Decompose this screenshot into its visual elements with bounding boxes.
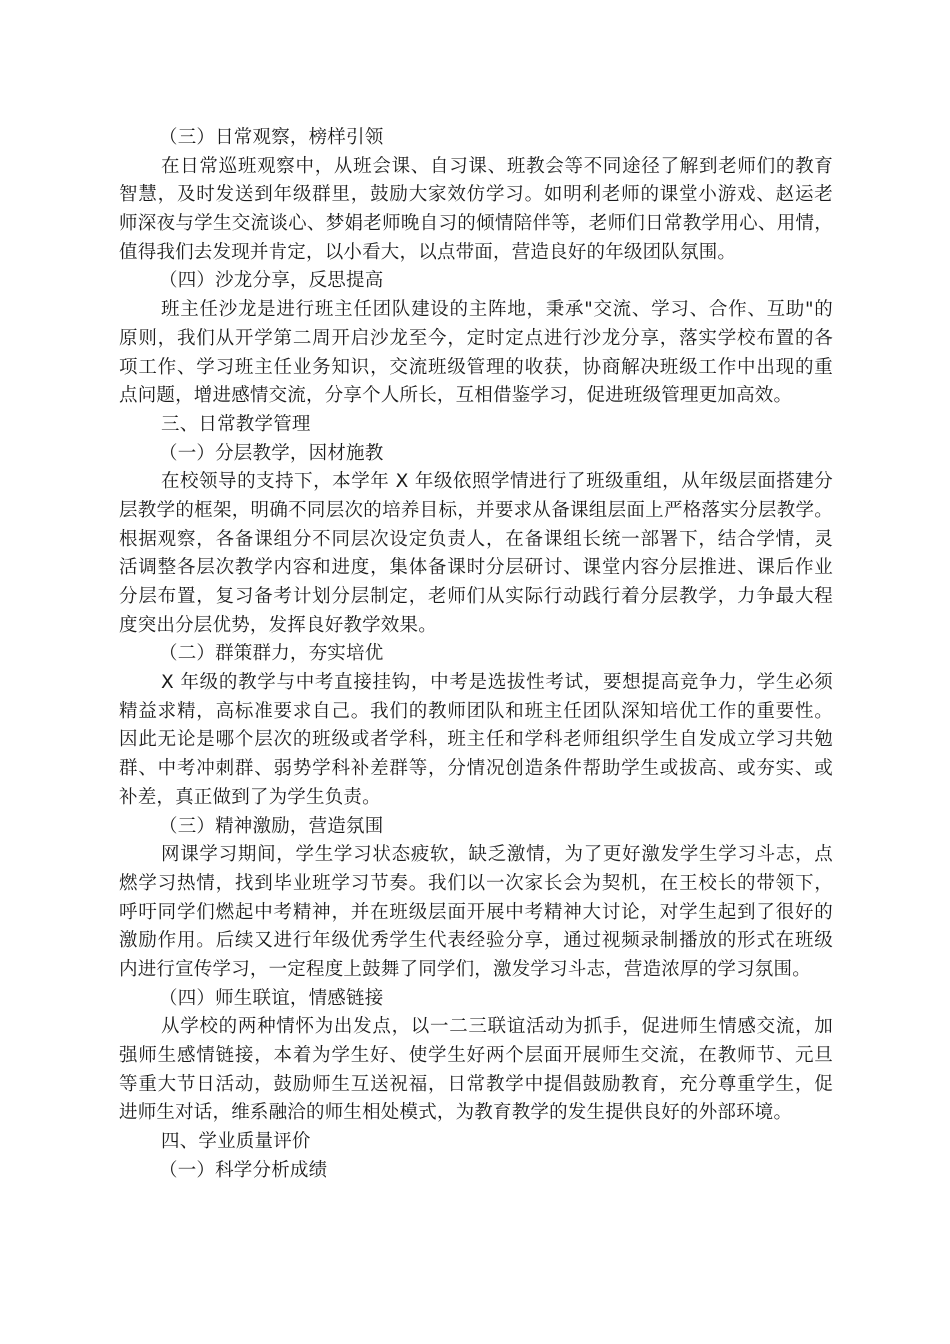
- heading-text: （三）精神激励，营造氛围: [159, 815, 384, 837]
- subsection-heading: [119, 985, 833, 1014]
- paragraph-line: 度突出分层优势，发挥良好教学效果。: [119, 614, 437, 636]
- paragraph-line: 值得我们去发现并肯定，以小看大，以点带面，营造良好的年级团队氛围。: [119, 241, 737, 263]
- section-heading: [119, 1128, 833, 1157]
- paragraph-line: 内进行宣传学习，一定程度上鼓舞了同学们，激发学习斗志，营造浓厚的学习氛围。: [119, 958, 811, 980]
- subsection-heading: [119, 267, 833, 296]
- heading-text: （四）沙龙分享，反思提高: [159, 270, 384, 292]
- subsection-heading: [119, 1157, 833, 1186]
- heading-text: （一）分层教学，因材施教: [159, 442, 384, 464]
- paragraph-line: 原则，我们从开学第二周开启沙龙至今，定时定点进行沙龙分享，落实学校布置的各: [119, 327, 833, 349]
- paragraph-line: 激励作用。后续又进行年级优秀学生代表经验分享，通过视频录制播放的形式在班级: [119, 930, 833, 952]
- paragraph-line: 等重大节日活动，鼓励师生互送祝福，日常教学中提倡鼓励教育，充分尊重学生，促: [119, 1073, 833, 1095]
- paragraph: [119, 669, 833, 812]
- paragraph-line: 补差，真正做到了为学生负责。: [119, 786, 381, 808]
- heading-text: （四）师生联谊，情感链接: [159, 987, 384, 1009]
- subsection-heading: [119, 124, 833, 153]
- paragraph-line: 智慧，及时发送到年级群里，鼓励大家效仿学习。如明利老师的课堂小游戏、赵运老: [119, 184, 833, 206]
- paragraph-line: 精益求精，高标准要求自己。我们的教师团队和班主任团队深知培优工作的重要性。: [119, 700, 833, 722]
- paragraph-line: 网课学习期间，学生学习状态疲软，缺乏激情，为了更好激发学生学习斗志，点: [161, 844, 833, 866]
- heading-text: （一）科学分析成绩: [159, 1159, 328, 1181]
- subsection-heading: [119, 640, 833, 669]
- paragraph-line: 燃学习热情，找到毕业班学习节奏。我们以一次家长会为契机，在王校长的带领下，: [119, 872, 833, 894]
- heading-text: （二）群策群力，夯实培优: [159, 643, 384, 665]
- paragraph: [119, 153, 833, 268]
- document-page: [119, 124, 833, 1185]
- subsection-heading: [119, 440, 833, 469]
- paragraph-line: 层教学的框架，明确不同层次的培养目标，并要求从备课组层面上严格落实分层教学。: [119, 499, 833, 521]
- paragraph-line: 从学校的两种情怀为出发点，以一二三联谊活动为抓手，促进师生情感交流，加: [161, 1016, 833, 1038]
- paragraph-line: 项工作、学习班主任业务知识，交流班级管理的收获，协商解决班级工作中出现的重: [119, 356, 833, 378]
- paragraph-line: 群、中考冲刺群、弱势学科补差群等，分情况创造条件帮助学生或拔高、或夯实、或: [119, 758, 833, 780]
- heading-text: 四、学业质量评价: [161, 1131, 311, 1153]
- paragraph-line: 根据观察，各备课组分不同层次设定负责人，在备课组长统一部署下，结合学情，灵: [119, 528, 833, 550]
- paragraph-line: 强师生感情链接，本着为学生好、使学生好两个层面开展师生交流，在教师节、元旦: [119, 1045, 833, 1066]
- paragraph-line: 在校领导的支持下，本学年 X 年级依照学情进行了班级重组，从年级层面搭建分: [161, 471, 833, 493]
- paragraph: [119, 468, 833, 640]
- paragraph-line: 班主任沙龙是进行班主任团队建设的主阵地，秉承"交流、学习、合作、互助"的: [161, 299, 833, 321]
- paragraph-line: 活调整各层次教学内容和进度，集体备课时分层研讨、课堂内容分层推进、课后作业: [119, 557, 833, 579]
- paragraph: [119, 841, 833, 984]
- section-heading: [119, 411, 833, 440]
- heading-text: 三、日常教学管理: [161, 413, 311, 435]
- paragraph-line: 分层布置，复习备考计划分层制定，老师们从实际行动践行着分层教学，力争最大程: [119, 586, 833, 607]
- paragraph-line: 呼吁同学们燃起中考精神，并在班级层面开展中考精神大讨论，对学生起到了很好的: [119, 901, 833, 923]
- paragraph: [119, 1013, 833, 1128]
- paragraph-line: 点问题，增进感情交流，分享个人所长，互相借鉴学习，促进班级管理更加高效。: [119, 385, 793, 407]
- paragraph-line: X 年级的教学与中考直接挂钩，中考是选拔性考试，要想提高竞争力，学生必须: [161, 672, 833, 694]
- paragraph-line: 因此无论是哪个层次的班级或者学科，班主任和学科老师组织学生自发成立学习共勉: [119, 729, 833, 751]
- paragraph-line: 师深夜与学生交流谈心、梦娟老师晚自习的倾情陪伴等，老师们日常教学用心、用情，: [119, 213, 833, 235]
- paragraph-line: 在日常巡班观察中，从班会课、自习课、班教会等不同途径了解到老师们的教育: [161, 155, 833, 177]
- paragraph: [119, 296, 833, 411]
- paragraph-line: 进师生对话，维系融洽的师生相处模式，为教育教学的发生提供良好的外部环境。: [119, 1102, 793, 1124]
- subsection-heading: [119, 813, 833, 842]
- heading-text: （三）日常观察，榜样引领: [159, 127, 384, 148]
